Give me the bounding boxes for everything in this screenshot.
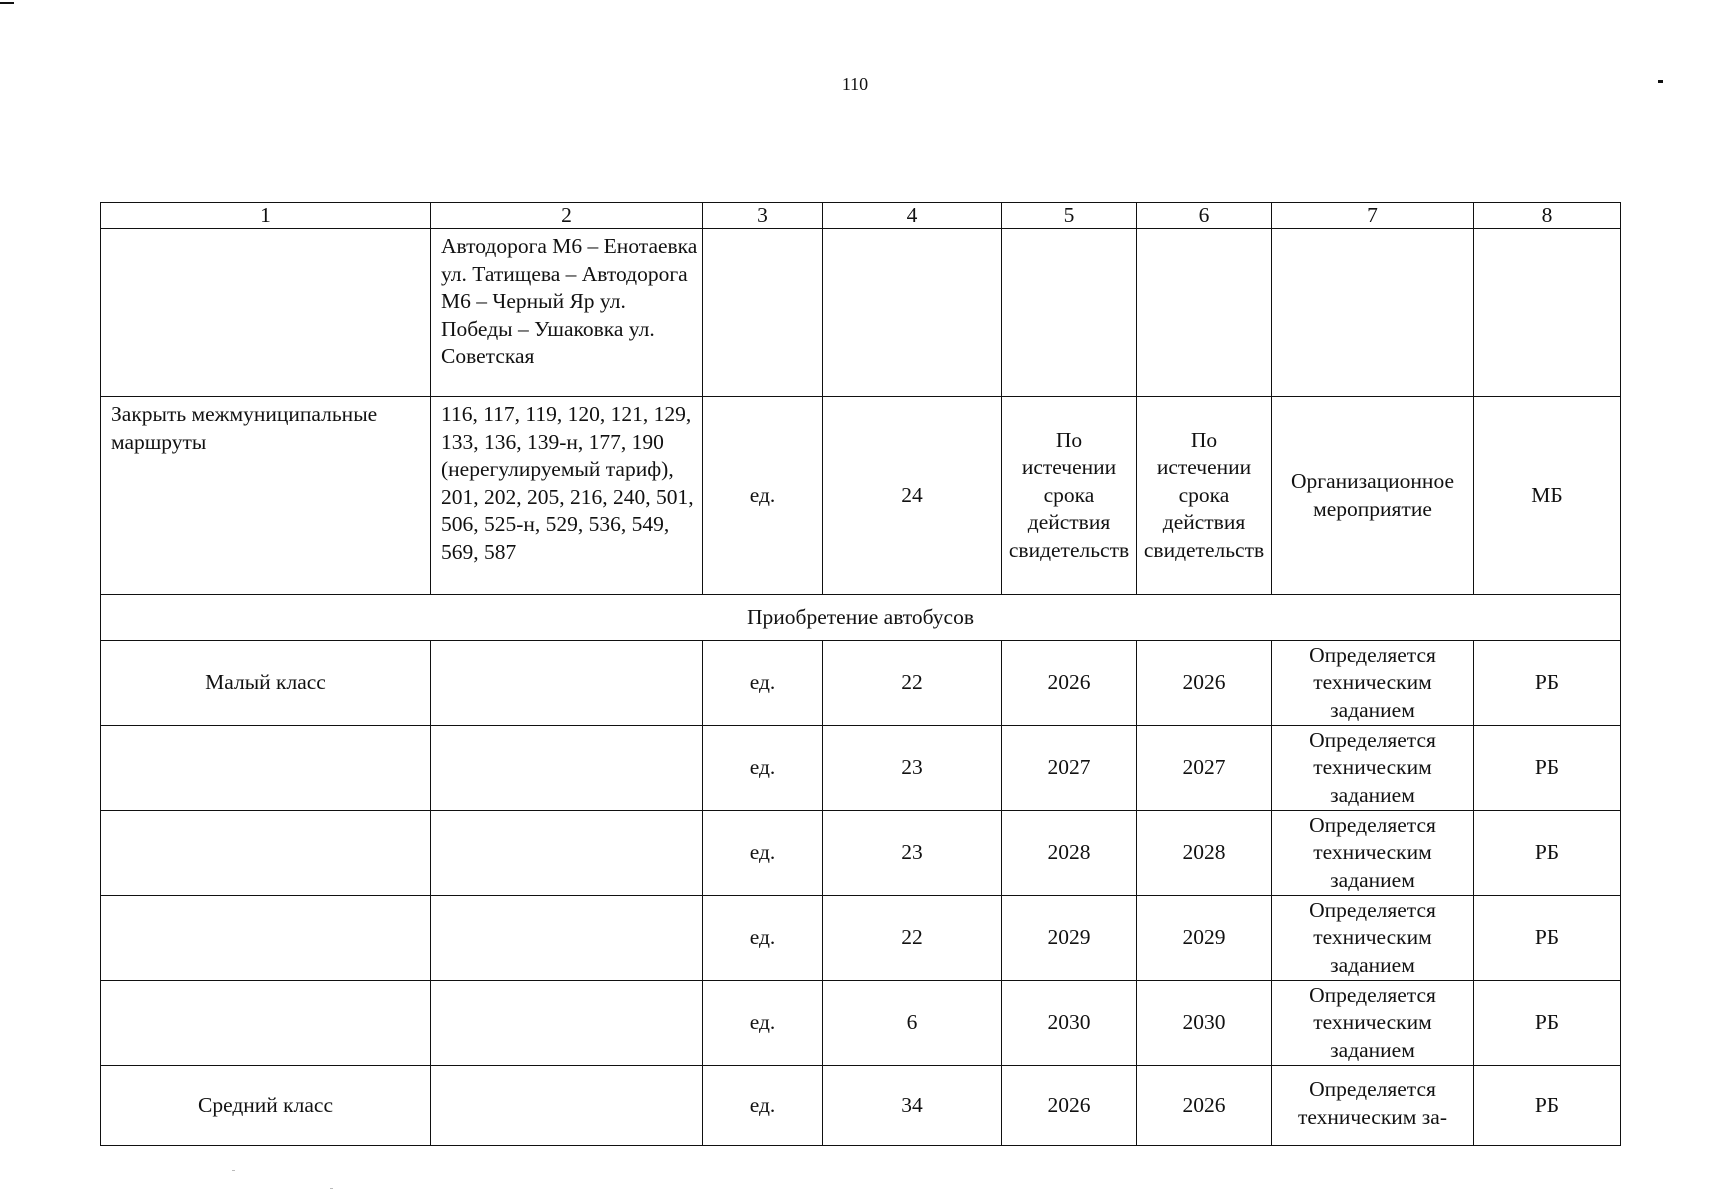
bus-class-cell — [101, 981, 431, 1066]
quantity-cell: 22 — [823, 641, 1002, 726]
funding-source-cell: МБ — [1474, 397, 1621, 595]
empty-cell — [1137, 229, 1272, 397]
cost-cell: Определяется техническим заданием — [1272, 641, 1474, 726]
start-term-cell: 2028 — [1002, 811, 1137, 896]
section-title: Приобретение автобусов — [101, 595, 1621, 641]
bus-class-cell — [101, 811, 431, 896]
end-term-cell: 2027 — [1137, 726, 1272, 811]
unit-cell: ед. — [703, 1066, 823, 1146]
route-description: Автодорога М6 – Енотаевка ул. Татищева – Автодорога М6 – Черный Яр ул. Победы – Ушаковка ул. Советская — [431, 229, 703, 397]
purchase-row — [101, 726, 1621, 811]
bus-class-cell — [101, 896, 431, 981]
column-number: 4 — [823, 203, 1002, 229]
funding-source-cell: РБ — [1474, 981, 1621, 1066]
funding-source-cell: РБ — [1474, 726, 1621, 811]
unit-cell: ед. — [703, 811, 823, 896]
purchase-row — [101, 981, 1621, 1066]
start-term-cell: 2026 — [1002, 641, 1137, 726]
empty-cell — [431, 641, 703, 726]
empty-cell — [1272, 229, 1474, 397]
empty-cell — [703, 229, 823, 397]
empty-cell — [1474, 229, 1621, 397]
funding-source-cell: РБ — [1474, 811, 1621, 896]
scan-edge-mark — [0, 2, 14, 4]
start-term-cell: 2026 — [1002, 1066, 1137, 1146]
unit-cell: ед. — [703, 397, 823, 595]
column-number: 2 — [431, 203, 703, 229]
end-term-cell: По истечении срока действия свидетельств — [1137, 397, 1272, 595]
cost-cell: Определяется техническим заданием — [1272, 811, 1474, 896]
column-number-row — [101, 203, 1621, 229]
start-term-cell: 2029 — [1002, 896, 1137, 981]
end-term-cell: 2028 — [1137, 811, 1272, 896]
bus-class-cell — [101, 726, 431, 811]
scan-speck — [232, 1170, 235, 1171]
measures-table — [100, 202, 1621, 1146]
quantity-cell: 23 — [823, 726, 1002, 811]
purchase-row — [101, 1066, 1621, 1146]
end-term-cell: 2030 — [1137, 981, 1272, 1066]
empty-cell — [431, 981, 703, 1066]
unit-cell: ед. — [703, 896, 823, 981]
quantity-cell: 23 — [823, 811, 1002, 896]
section-row — [101, 595, 1621, 641]
quantity-cell: 24 — [823, 397, 1002, 595]
purchase-row — [101, 641, 1621, 726]
route-list: 116, 117, 119, 120, 121, 129, 133, 136, 139-н, 177, 190 (нерегулируемый тариф), 201, 202, 205, 216, 240, 501, 506, 525-н, 529, 536, 549, 569, 587 — [431, 397, 703, 595]
cost-cell: Определяется техническим заданием — [1272, 896, 1474, 981]
quantity-cell: 34 — [823, 1066, 1002, 1146]
cost-cell: Определяется техническим заданием — [1272, 726, 1474, 811]
empty-cell — [431, 896, 703, 981]
empty-cell — [1002, 229, 1137, 397]
scan-speck — [330, 1188, 333, 1189]
cost-cell: Организационное мероприятие — [1272, 397, 1474, 595]
column-number: 8 — [1474, 203, 1621, 229]
empty-cell — [101, 229, 431, 397]
measure-name: Закрыть межмуниципальные маршруты — [101, 397, 431, 595]
end-term-cell: 2029 — [1137, 896, 1272, 981]
empty-cell — [431, 726, 703, 811]
column-number: 3 — [703, 203, 823, 229]
empty-cell — [431, 1066, 703, 1146]
funding-source-cell: РБ — [1474, 896, 1621, 981]
start-term-cell: 2030 — [1002, 981, 1137, 1066]
empty-cell — [431, 811, 703, 896]
bus-class-cell: Малый класс — [101, 641, 431, 726]
bus-class-cell: Средний класс — [101, 1066, 431, 1146]
funding-source-cell: РБ — [1474, 1066, 1621, 1146]
unit-cell: ед. — [703, 726, 823, 811]
purchase-row — [101, 811, 1621, 896]
unit-cell: ед. — [703, 981, 823, 1066]
quantity-cell: 6 — [823, 981, 1002, 1066]
end-term-cell: 2026 — [1137, 1066, 1272, 1146]
column-number: 1 — [101, 203, 431, 229]
cost-cell: Определяется техническим заданием — [1272, 981, 1474, 1066]
purchase-row — [101, 896, 1621, 981]
page-number: 110 — [841, 74, 869, 94]
quantity-cell: 22 — [823, 896, 1002, 981]
cost-cell: Определяется техническим за- — [1272, 1066, 1474, 1146]
end-term-cell: 2026 — [1137, 641, 1272, 726]
unit-cell: ед. — [703, 641, 823, 726]
route-continuation-row — [101, 229, 1621, 397]
close-routes-row — [101, 397, 1621, 595]
column-number: 5 — [1002, 203, 1137, 229]
column-number: 7 — [1272, 203, 1474, 229]
empty-cell — [823, 229, 1002, 397]
column-number: 6 — [1137, 203, 1272, 229]
scan-corner-mark — [1658, 80, 1663, 83]
funding-source-cell: РБ — [1474, 641, 1621, 726]
start-term-cell: По истечении срока действия свидетельств — [1002, 397, 1137, 595]
start-term-cell: 2027 — [1002, 726, 1137, 811]
